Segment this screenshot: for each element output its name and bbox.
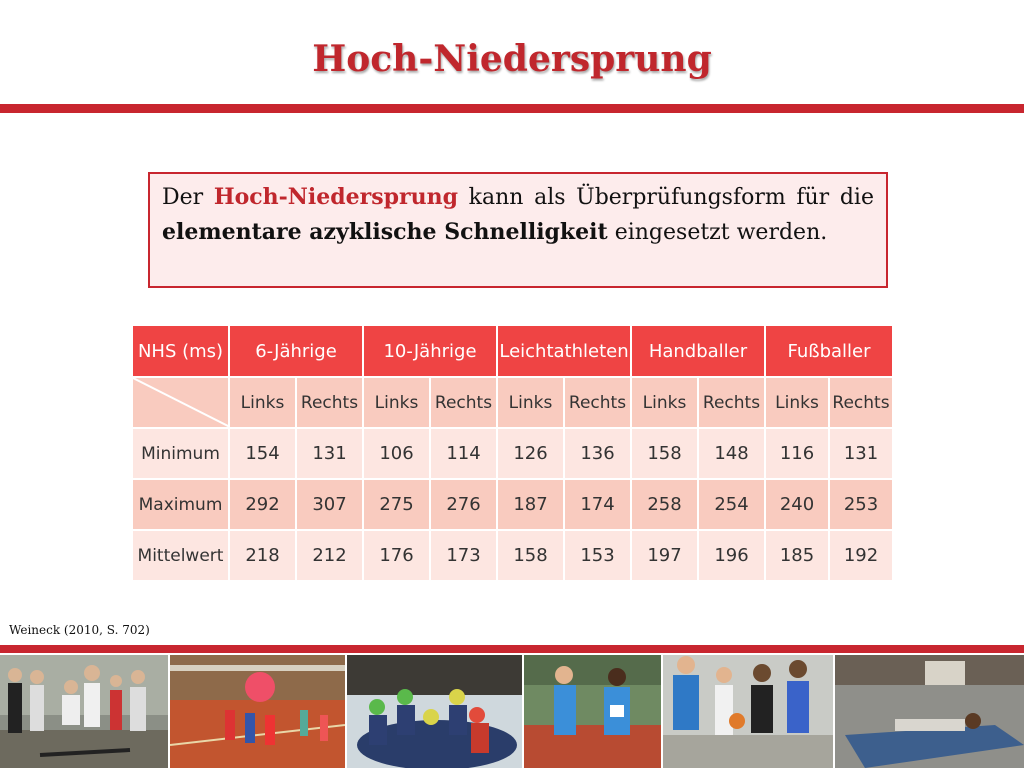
table-cell: 254 xyxy=(698,479,765,530)
intro-text xyxy=(162,180,874,250)
group-header: Handballer xyxy=(631,325,765,377)
table-cell: 218 xyxy=(229,530,296,581)
table-cell: 196 xyxy=(698,530,765,581)
table-cell: 158 xyxy=(497,530,564,581)
table-cell: 174 xyxy=(564,479,631,530)
table-cell: 292 xyxy=(229,479,296,530)
row-label: Mittelwert xyxy=(132,530,229,581)
photo-gym-ball xyxy=(170,655,345,768)
table-cell: 192 xyxy=(829,530,893,581)
table-cell: 126 xyxy=(497,428,564,479)
table-cell: 158 xyxy=(631,428,698,479)
title-divider xyxy=(0,104,1024,113)
group-header: 6-Jährige xyxy=(229,325,363,377)
table-row-maximum xyxy=(132,479,893,530)
table-cell: 185 xyxy=(765,530,829,581)
table-cell: 240 xyxy=(765,479,829,530)
side-label: Rechts xyxy=(430,377,497,428)
table-cell: 258 xyxy=(631,479,698,530)
side-label: Links xyxy=(229,377,296,428)
photo-pushup xyxy=(835,655,1024,768)
diagonal-line xyxy=(133,378,230,427)
intro-part-2: kann als Überprüfungsform für die xyxy=(457,185,874,210)
intro-part-1: Der xyxy=(162,185,214,210)
slide-title: Hoch-Niedersprung xyxy=(312,38,712,80)
table-cell: 116 xyxy=(765,428,829,479)
table-subheader-row xyxy=(132,377,893,428)
side-label: Rechts xyxy=(296,377,363,428)
table-cell: 173 xyxy=(430,530,497,581)
table-cell: 212 xyxy=(296,530,363,581)
side-label: Rechts xyxy=(564,377,631,428)
table-row-minimum xyxy=(132,428,893,479)
footer-divider xyxy=(0,645,1024,653)
table-cell: 275 xyxy=(363,479,430,530)
table-cell: 131 xyxy=(296,428,363,479)
group-header: 10-Jährige xyxy=(363,325,497,377)
row-label: Maximum xyxy=(132,479,229,530)
side-label: Rechts xyxy=(698,377,765,428)
side-label: Links xyxy=(631,377,698,428)
table-row-mittelwert xyxy=(132,530,893,581)
diagonal-corner-cell xyxy=(132,377,229,428)
table-corner-header: NHS (ms) xyxy=(132,325,229,377)
table-cell: 176 xyxy=(363,530,430,581)
intro-box xyxy=(148,172,888,288)
table-cell: 148 xyxy=(698,428,765,479)
table-header-row xyxy=(132,325,893,377)
table-cell: 197 xyxy=(631,530,698,581)
table-cell: 154 xyxy=(229,428,296,479)
side-label: Links xyxy=(363,377,430,428)
group-header: Leichtathleten xyxy=(497,325,631,377)
photo-basketball xyxy=(663,655,833,768)
photo-runners xyxy=(524,655,661,768)
table-cell: 276 xyxy=(430,479,497,530)
side-label: Rechts xyxy=(829,377,893,428)
table-cell: 136 xyxy=(564,428,631,479)
table-cell: 114 xyxy=(430,428,497,479)
table-cell: 187 xyxy=(497,479,564,530)
nhs-table xyxy=(131,324,894,582)
photo-gym-kids xyxy=(0,655,168,768)
row-label: Minimum xyxy=(132,428,229,479)
side-label: Links xyxy=(765,377,829,428)
intro-highlight: Hoch-Niedersprung xyxy=(213,184,458,210)
citation: Weineck (2010, S. 702) xyxy=(9,623,150,637)
table-cell: 153 xyxy=(564,530,631,581)
table-cell: 253 xyxy=(829,479,893,530)
photo-rafting xyxy=(347,655,522,768)
intro-bold: elementare azyklische Schnelligkeit xyxy=(162,219,608,245)
intro-part-3: eingesetzt werden. xyxy=(607,220,828,245)
group-header: Fußballer xyxy=(765,325,893,377)
side-label: Links xyxy=(497,377,564,428)
table-cell: 131 xyxy=(829,428,893,479)
table-cell: 106 xyxy=(363,428,430,479)
table-cell: 307 xyxy=(296,479,363,530)
